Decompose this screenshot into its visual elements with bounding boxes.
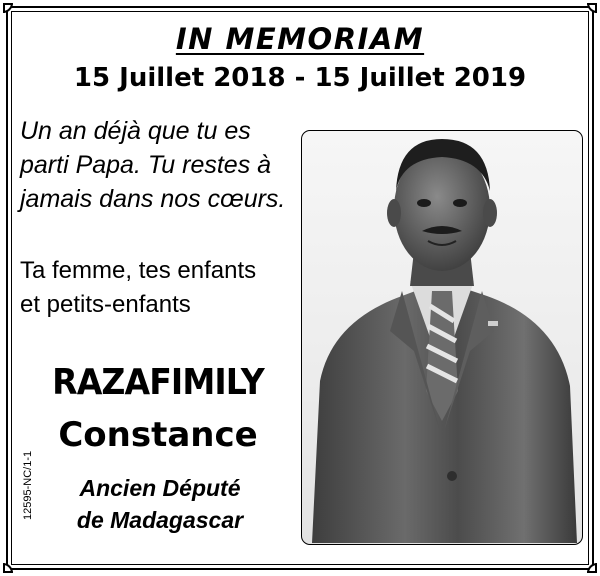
portrait-photo — [301, 130, 583, 545]
family-line: et petits-enfants — [20, 291, 191, 318]
notice-dates: 15 Juillet 2018 - 15 Juillet 2019 — [73, 63, 527, 93]
reference-code: 12595-NC/1-1 — [22, 450, 34, 520]
message-line: jamais dans nos cœurs. — [20, 185, 286, 213]
message-line: Un an déjà que tu es — [20, 117, 251, 145]
notice-title: IN MEMORIAM — [175, 22, 425, 56]
deceased-role — [40, 472, 280, 536]
family-line: Ta femme, tes enfants — [20, 257, 257, 284]
portrait-illustration — [302, 131, 581, 543]
family-signature — [20, 254, 300, 322]
message-line: parti Papa. Tu restes à — [20, 151, 272, 179]
role-line: de Madagascar — [76, 507, 244, 533]
memorial-message — [20, 114, 300, 216]
deceased-surname: RAZAFIMILY — [52, 362, 264, 403]
deceased-first-name: Constance — [58, 415, 258, 455]
role-line: Ancien Député — [79, 475, 241, 501]
